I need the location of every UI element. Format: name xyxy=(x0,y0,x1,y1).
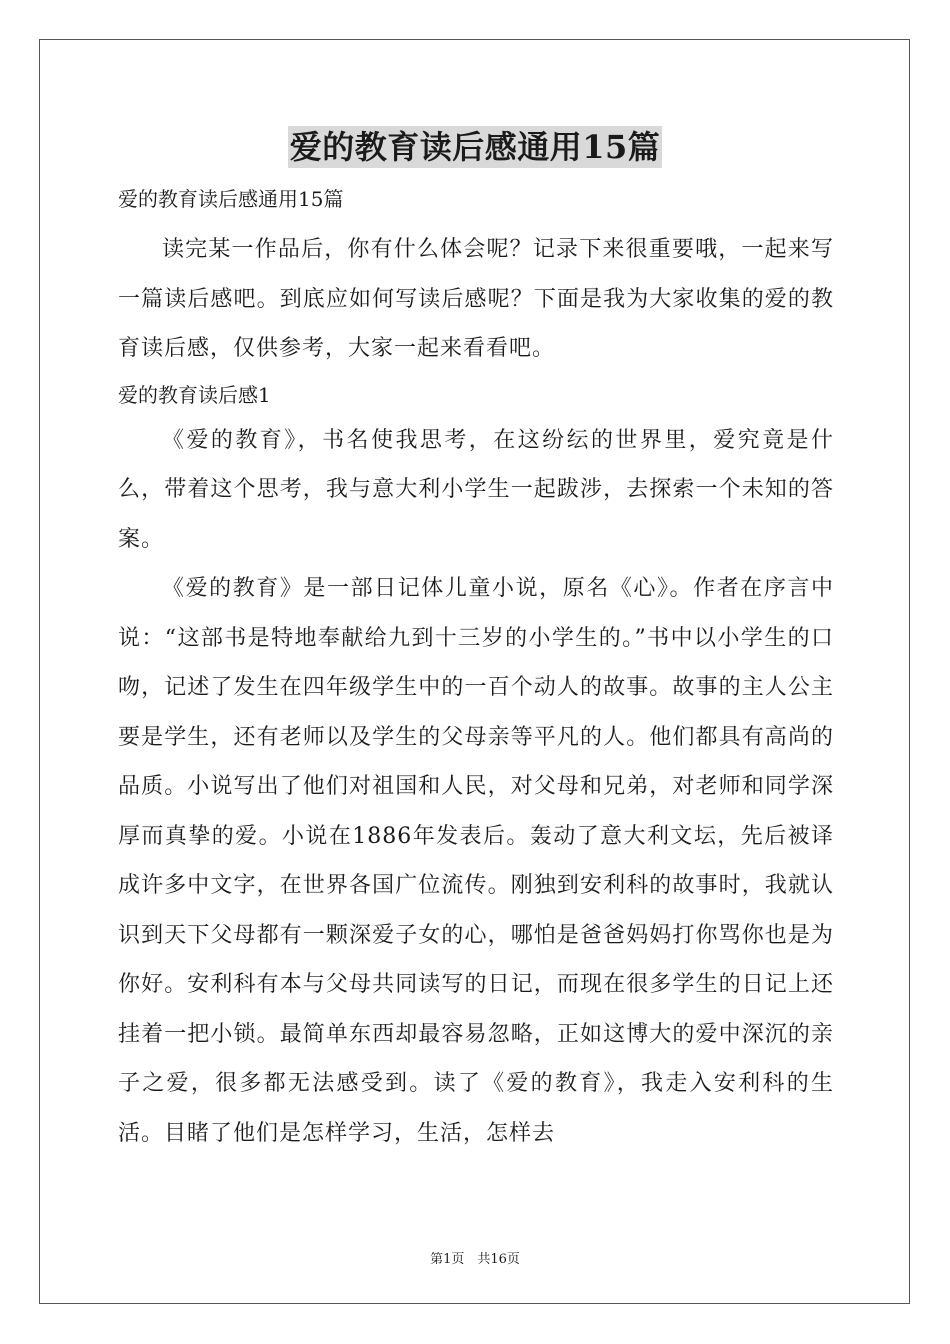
document-title: 爱的教育读后感通用15篇 xyxy=(289,128,661,166)
section-heading: 爱的教育读后感1 xyxy=(118,382,271,407)
body-paragraph: 《爱的教育》是一部日记体儿童小说，原名《心》。作者在序言中说：“这部书是特地奉献给九到十三岁的小学生的。”书中以小学生的口吻，记述了发生在四年级学生中的一百个动人的故事。故事的主人公主要是学生，还有老师以及学生的父母亲等平凡的人。他们都具有高尚的品质。小说写出了他们对祖国和人民，对父母和兄弟，对老师和同学深厚而真挚的爱。小说在1886年发表后。轰动了意大利文坛，先后被译成许多中文字，在世界各国广位流传。刚独到安利科的故事时，我就认识到天下父母都有一颗深爱子女的心，哪怕是爸爸妈妈打你骂你也是为你好。安利科有本与父母共同读写的日记，而现在很多学生的日记上还挂着一把小锁。最简单东西却最容易忽略，正如这博大的爱中深沉的亲子之爱，很多都无法感受到。读了《爱的教育》，我走入安利科的生活。目睹了他们是怎样学习，生活，怎样去 xyxy=(118,576,834,1146)
document-subtitle: 爱的教育读后感通用15篇 xyxy=(118,187,344,211)
page-footer: 第1页 共16页 xyxy=(430,1252,520,1267)
body-paragraph: 《爱的教育》，书名使我思考，在这纷纭的世界里，爱究竟是什么，带着这个思考，我与意大利小学生一起跋涉，去探索一个未知的答案。 xyxy=(118,427,834,552)
intro-paragraph: 读完某一作品后，你有什么体会呢？记录下来很重要哦，一起来写一篇读后感吧。到底应如何写读后感呢？下面是我为大家收集的爱的教育读后感，仅供参考，大家一起来看看吧。 xyxy=(118,237,834,361)
document-body xyxy=(118,178,834,1158)
title-container xyxy=(0,126,950,168)
